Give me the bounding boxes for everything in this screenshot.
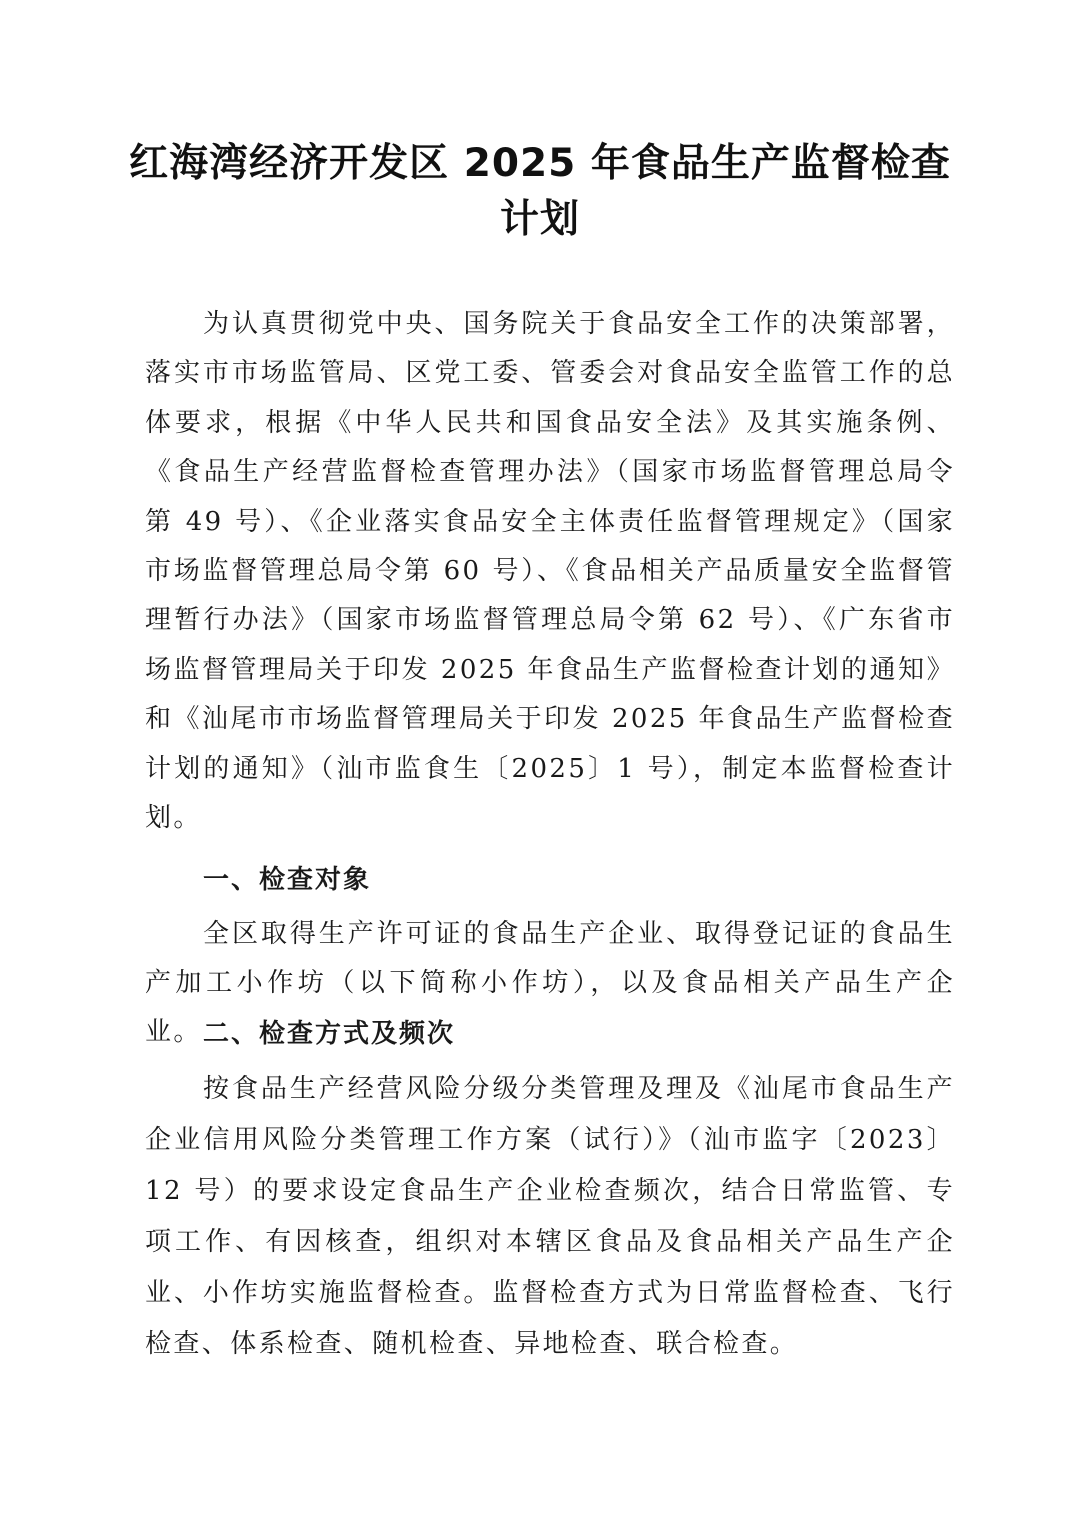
document-title-line-2: 计划 xyxy=(499,197,580,242)
section-heading-inspection-targets: 一、检查对象 xyxy=(203,865,372,895)
intro-paragraph: 为认真贯彻党中央、国务院关于食品安全工作的决策部署，落实市市场监管局、区党工委、管委会对食品安全监管工作的总体要求，根据《中华人民共和国食品安全法》及其实施条例、《食品生产经营监督检查管理办法》（国家市场监督管理总局令第 49 号）、《企业落实食品安全主体责任监督管理规定》（国家市场监督管理总局令第 60 号）、《食品相关产品质量安全监督管理暂行办法》（国家市场监督管理总局令第 62 号）、《广东省市场监督管理局关于印发 2025 年食品生产监督检查计划的通知》和《汕尾市市场监督管理局关于印发 2025 年食品生产监督检查计划的通知》（汕市监食生〔2025〕1 号），制定本监督检查计划。 xyxy=(145,309,955,834)
section-heading-inspection-methods: 二、检查方式及频次 xyxy=(203,1019,456,1049)
document-title-line-1: 红海湾经济开发区 2025 年食品生产监督检查 xyxy=(129,141,951,186)
section-body-inspection-methods: 按食品生产经营风险分级分类管理及理及《汕尾市食品生产企业信用风险分类管理工作方案（试行）》（汕市监字〔2023〕12 号）的要求设定食品生产企业检查频次，结合日常监管、专项工作、有因核查，组织对本辖区食品及食品相关产品生产企业、小作坊实施监督检查。监督检查方式为日常监督检查、飞行检查、体系检查、随机检查、异地检查、联合检查。 xyxy=(145,1074,955,1359)
section-body-inspection-targets: 全区取得生产许可证的食品生产企业、取得登记证的食品生产加工小作坊（以下简称小作坊），以及食品相关产品生产企业。 xyxy=(145,919,955,1047)
